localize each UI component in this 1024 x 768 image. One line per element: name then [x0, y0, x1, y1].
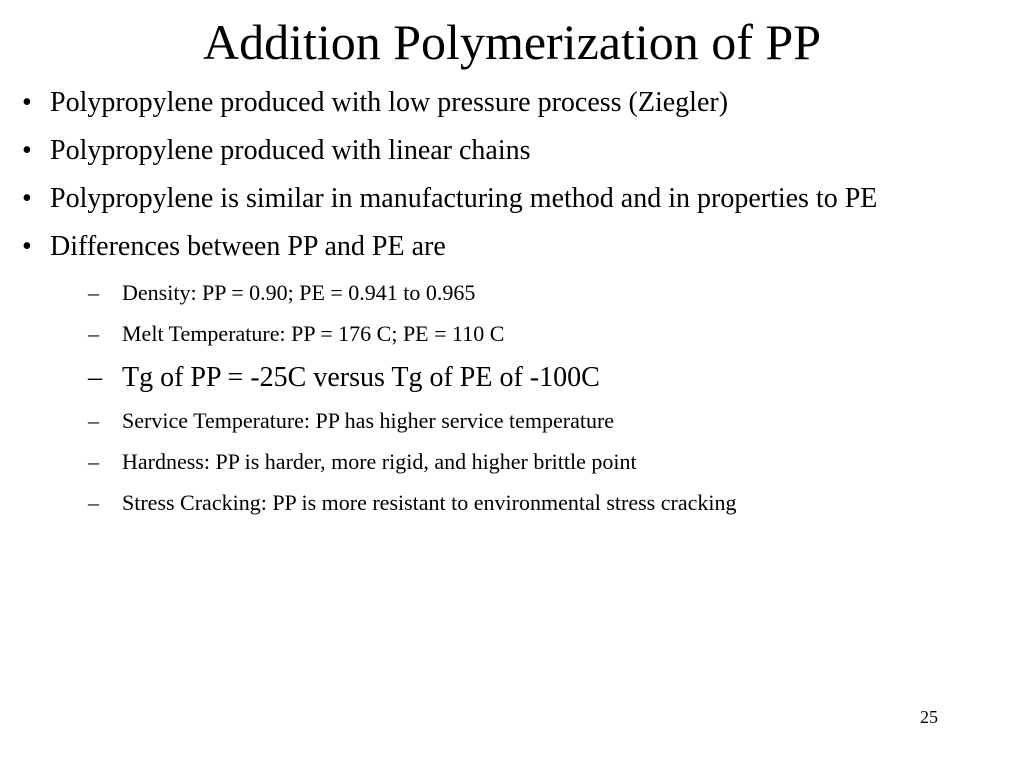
- bullet-item: [22, 134, 1012, 168]
- bullet-item: [22, 182, 1012, 216]
- bullet-marker: •: [22, 87, 32, 118]
- sub-bullet-marker: –: [88, 321, 99, 346]
- sub-bullet-item: [50, 489, 1012, 517]
- sub-bullet-text: Service Temperature: PP has higher service temperature: [122, 408, 615, 433]
- bullet-marker: •: [22, 183, 32, 214]
- bullet-text: Polypropylene produced with low pressure process (Ziegler): [50, 87, 729, 118]
- sub-bullet-marker: –: [88, 490, 99, 515]
- bullet-text: Polypropylene is similar in manufacturing method and in properties to PE: [50, 183, 878, 214]
- sub-bullet-list: [50, 279, 1012, 517]
- sub-bullet-text: Hardness: PP is harder, more rigid, and higher brittle point: [122, 449, 637, 474]
- bullet-item: [22, 230, 1012, 517]
- sub-bullet-text: Tg of PP = -25C versus Tg of PE of -100C: [122, 362, 600, 393]
- sub-bullet-marker: –: [88, 280, 99, 305]
- sub-bullet-item: [50, 361, 1012, 395]
- sub-bullet-marker: –: [88, 362, 102, 393]
- sub-bullet-item: [50, 320, 1012, 348]
- sub-bullet-marker: –: [88, 408, 99, 433]
- sub-bullet-text: Density: PP = 0.90; PE = 0.941 to 0.965: [122, 280, 476, 305]
- bullet-text: Polypropylene produced with linear chains: [50, 135, 531, 166]
- page-number: 25: [920, 707, 938, 727]
- sub-bullet-item: [50, 407, 1012, 435]
- sub-bullet-text: Melt Temperature: PP = 176 C; PE = 110 C: [122, 321, 505, 346]
- bullet-marker: •: [22, 135, 32, 166]
- sub-bullet-text: Stress Cracking: PP is more resistant to environmental stress cracking: [122, 490, 737, 515]
- bullet-list: [22, 86, 1012, 531]
- bullet-marker: •: [22, 231, 32, 262]
- sub-bullet-item: [50, 448, 1012, 476]
- sub-bullet-marker: –: [88, 449, 99, 474]
- slide-title: Addition Polymerization of PP: [202, 14, 822, 70]
- bullet-item: [22, 86, 1012, 120]
- bullet-text: Differences between PP and PE are: [50, 231, 446, 262]
- sub-bullet-item: [50, 279, 1012, 307]
